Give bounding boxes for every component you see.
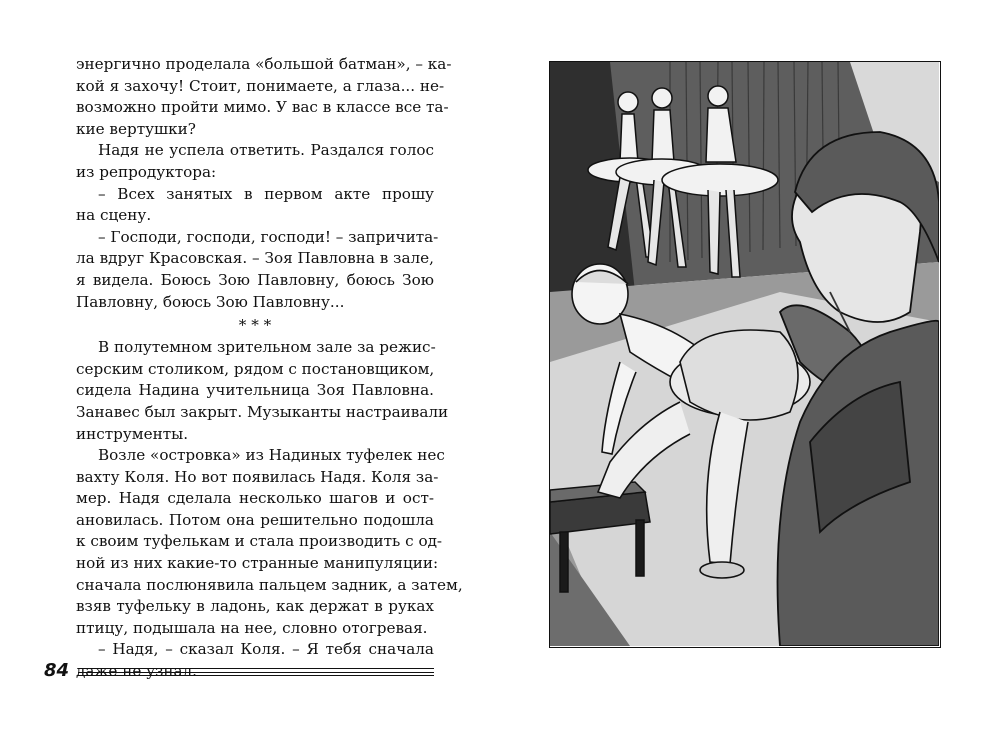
text-line: – Надя, – сказал Коля. – Я тебя сначала	[98, 640, 434, 659]
text-line: Возле «островка» из Надиных туфелек нес	[98, 446, 445, 465]
text-line: возможно пройти мимо. У вас в классе все та-	[76, 98, 449, 117]
text-line: Занавес был закрыт. Музыканты настраивали	[76, 402, 449, 421]
page-footer	[44, 658, 436, 686]
page-number: 84	[44, 660, 70, 681]
text-line: птицу, подышала на нее, словно отогревая.	[76, 618, 428, 637]
text-line: кой я захочу! Стоит, понимаете, а глаза... не-	[76, 76, 445, 95]
text-line: серским столиком, рядом с постановщиком,	[76, 359, 435, 378]
text-line: на сцену.	[76, 206, 152, 225]
text-line: – Всех занятых в первом акте прошу	[98, 184, 434, 203]
text-line: ла вдруг Красовская. – Зоя Павловна в зале,	[76, 249, 434, 268]
text-line: В полутемном зрительном зале за режис-	[98, 338, 436, 357]
text-line: я видела. Боюсь Зою Павловну, боюсь Зою	[76, 270, 434, 289]
text-line: ановилась. Потом она решительно подошла	[76, 510, 434, 529]
text-line: даже не узнал.	[76, 662, 198, 681]
text-column	[76, 54, 463, 683]
text-line: вахту Коля. Но вот появилась Надя. Коля за-	[76, 467, 439, 486]
section-separator: * * *	[238, 316, 272, 335]
text-line: кие вертушки?	[76, 119, 196, 138]
text-line: сидела Надина учительница Зоя Павловна.	[76, 381, 434, 400]
text-line: мер. Надя сделала несколько шагов и ост-	[76, 489, 434, 508]
text-line: инструменты.	[76, 424, 189, 443]
footer-rule	[78, 668, 434, 679]
text-line: Павловну, боюсь Зою Павловну...	[76, 292, 345, 311]
illustration	[549, 61, 941, 648]
text-line: энергично проделала «большой батман», – ка-	[76, 55, 452, 73]
text-line: Надя не успела ответить. Раздался голос	[98, 141, 434, 160]
text-line: взяв туфельку в ладонь, как держат в руках	[76, 597, 434, 616]
text-line: к своим туфелькам и стала производить с од-	[76, 532, 443, 551]
text-line: ной из них какие-то странные манипуляции:	[76, 554, 439, 573]
text-line: из репродуктора:	[76, 162, 217, 181]
text-line: – Господи, господи, господи! – запричита-	[98, 227, 439, 246]
ballet-illustration	[550, 62, 939, 646]
text-line: сначала послюнявила пальцем задник, а затем,	[76, 575, 463, 594]
